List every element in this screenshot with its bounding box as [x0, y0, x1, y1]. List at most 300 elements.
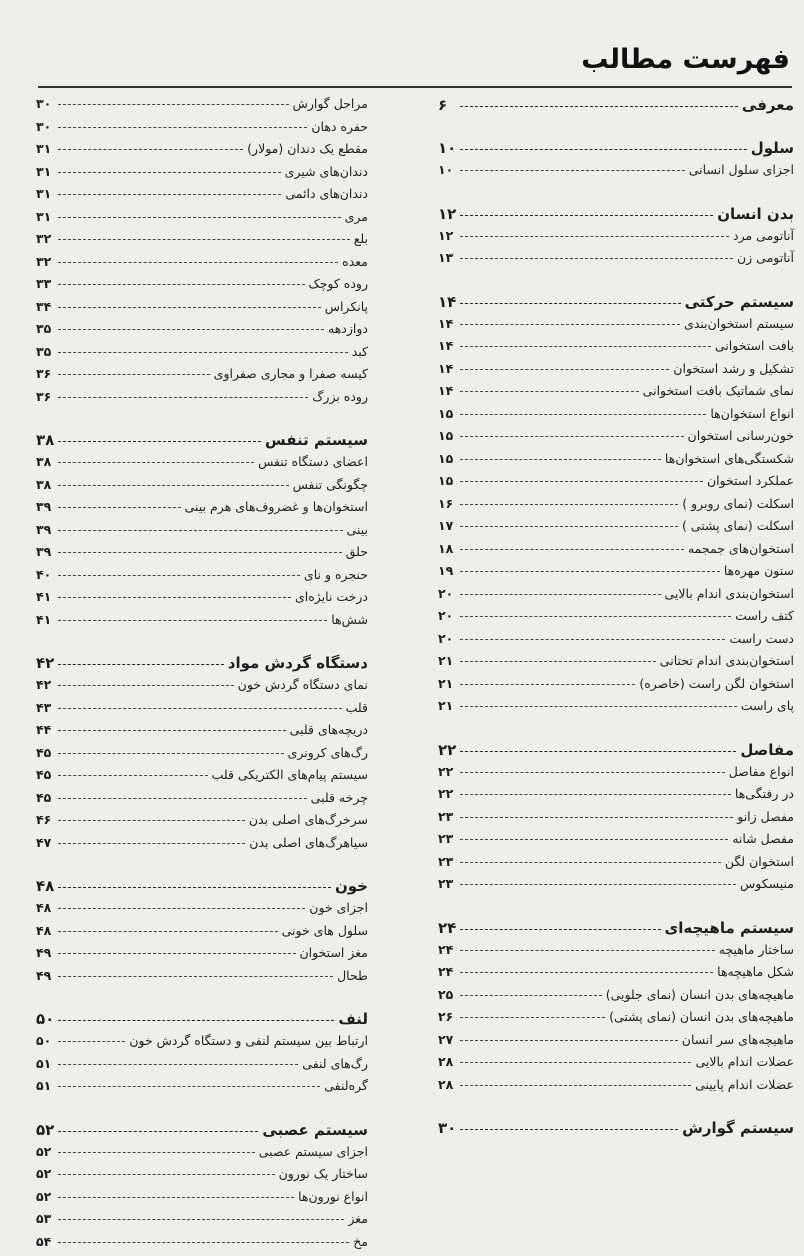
toc-entry[interactable] — [36, 344, 368, 367]
page-number: ۲۵ — [438, 986, 454, 1002]
page-number: ۱۰ — [438, 162, 454, 177]
toc-entry[interactable] — [36, 141, 368, 164]
toc-section — [438, 919, 794, 1100]
toc-entry[interactable] — [438, 406, 794, 429]
dot-leader — [460, 170, 685, 171]
toc-entry-label: استخوان لگن راست (خاصره) — [639, 675, 794, 691]
toc-section — [36, 431, 368, 634]
toc-entry-label: بلع — [353, 231, 368, 246]
toc-entry[interactable] — [36, 477, 368, 500]
page-title: فهرست مطالب — [581, 44, 790, 75]
dot-leader — [58, 1174, 275, 1175]
toc-entry-label: استخوان‌بندی اندام تحتانی — [659, 653, 794, 668]
dot-leader — [58, 1020, 334, 1021]
page-number: ۱۴ — [438, 292, 457, 311]
toc-entry-label: شکل ماهیچه‌ها — [717, 964, 794, 979]
toc-entry[interactable] — [438, 786, 794, 809]
dot-leader — [58, 329, 324, 330]
page-number: ۲۰ — [438, 630, 454, 646]
toc-entry-label: ساختار یک نورون — [278, 1166, 368, 1181]
toc-entry-label: دوازدهه — [328, 321, 368, 336]
toc-entry[interactable] — [36, 567, 368, 590]
page-number: ۵۲ — [36, 1120, 55, 1139]
toc-entry[interactable] — [438, 608, 794, 631]
dot-leader — [58, 575, 300, 576]
dot-leader — [58, 104, 289, 105]
page-number: ۴۲ — [36, 677, 52, 692]
page-number: ۱۲ — [438, 227, 454, 243]
toc-entry[interactable] — [36, 923, 368, 946]
toc-entry[interactable] — [36, 1144, 368, 1167]
toc-entry-label: دریچه‌های قلبی — [289, 722, 368, 737]
toc-entry[interactable] — [36, 321, 368, 344]
dot-leader — [58, 127, 307, 128]
dot-leader — [460, 459, 661, 460]
toc-entry[interactable] — [36, 1033, 368, 1056]
dot-leader — [58, 552, 342, 553]
toc-entry[interactable] — [438, 876, 794, 899]
section-heading-label: سیستم ماهیچه‌ای — [664, 918, 794, 937]
dot-leader — [58, 775, 208, 776]
dot-leader — [58, 239, 350, 240]
page-number: ۱۷ — [438, 518, 454, 533]
dot-leader — [58, 462, 254, 463]
section-heading-label: سیستم عصبی — [262, 1120, 368, 1139]
page-number: ۴۵ — [36, 789, 52, 805]
toc-entry-label: حلق — [345, 544, 368, 559]
dot-leader — [58, 507, 181, 508]
page-number: ۳۸ — [36, 454, 52, 469]
toc-entry[interactable] — [438, 541, 794, 564]
toc-entry[interactable] — [36, 745, 368, 768]
page-number: ۲۸ — [438, 1076, 454, 1092]
page-number: ۲۳ — [438, 831, 454, 846]
page-number: ۵۱ — [36, 1078, 52, 1093]
toc-entry[interactable] — [438, 228, 794, 251]
page-number: ۳۳ — [36, 276, 52, 291]
toc-entry[interactable] — [36, 900, 368, 923]
toc-entry[interactable] — [438, 676, 794, 699]
dot-leader — [460, 817, 733, 818]
toc-entry[interactable] — [36, 1056, 368, 1079]
dot-leader — [58, 708, 342, 709]
dot-leader — [58, 887, 331, 888]
section-heading[interactable] — [36, 654, 368, 677]
dot-leader — [460, 106, 738, 107]
toc-entry[interactable] — [438, 316, 794, 339]
page-number: ۵۲ — [36, 1188, 52, 1204]
toc-entry-label: پای راست — [740, 698, 794, 713]
toc-entry[interactable] — [438, 831, 794, 854]
page-number: ۲۳ — [438, 808, 454, 824]
toc-entry[interactable] — [438, 383, 794, 406]
toc-entry[interactable] — [36, 299, 368, 322]
page-number: ۲۱ — [438, 698, 454, 713]
dot-leader — [58, 149, 243, 150]
toc-entry[interactable] — [438, 854, 794, 877]
page-number: ۴۸ — [36, 900, 52, 915]
dot-leader — [58, 820, 245, 821]
toc-entry[interactable] — [36, 722, 368, 745]
toc-entry-label: ستون مهره‌ها — [723, 563, 794, 578]
page-number: ۳۲ — [36, 253, 52, 269]
toc-entry-label: سیستم استخوان‌بندی — [684, 315, 794, 331]
page-number: ۳۴ — [36, 298, 52, 314]
dot-leader — [460, 862, 721, 863]
page-number: ۲۱ — [438, 653, 454, 668]
section-heading[interactable] — [438, 96, 794, 119]
dot-leader — [58, 1086, 320, 1087]
dot-leader — [460, 504, 678, 505]
dot-leader — [460, 346, 711, 347]
toc-section — [36, 1121, 368, 1256]
page-number: ۳۹ — [36, 499, 52, 514]
toc-entry[interactable] — [438, 250, 794, 273]
dot-leader — [460, 950, 715, 951]
toc-entry[interactable] — [438, 809, 794, 832]
page-number: ۳۰ — [438, 1119, 457, 1137]
dot-leader — [460, 1017, 605, 1018]
dot-leader — [58, 397, 308, 398]
toc-entry[interactable] — [438, 361, 794, 384]
dot-leader — [58, 1041, 125, 1042]
dot-leader — [460, 215, 713, 216]
toc-entry-label: تشکیل و رشد استخوان — [673, 360, 794, 376]
toc-entry[interactable] — [36, 1189, 368, 1212]
toc-entry[interactable] — [36, 389, 368, 412]
page-number: ۳۰ — [36, 118, 52, 134]
toc-entry[interactable] — [36, 522, 368, 545]
section-heading[interactable] — [36, 1121, 368, 1144]
toc-entry-label: روده بزرگ — [312, 388, 368, 404]
toc-entry[interactable] — [438, 1009, 794, 1032]
dot-leader — [58, 620, 327, 621]
toc-entry-label: خون‌رسانی استخوان — [687, 428, 794, 443]
toc-entry[interactable] — [36, 612, 368, 635]
page-number: ۱۵ — [438, 473, 454, 488]
toc-entry-label: منیسکوس — [739, 876, 794, 891]
dot-leader — [460, 929, 660, 930]
toc-entry-label: پانکراس — [324, 298, 368, 314]
toc-entry[interactable] — [438, 631, 794, 654]
toc-entry-label: ماهیچه‌های سر انسان — [681, 1031, 794, 1047]
toc-entry-label: آناتومی زن — [736, 250, 794, 265]
page-number: ۱۵ — [438, 450, 454, 466]
toc-entry-label: دندان‌های دائمی — [285, 186, 368, 201]
page-number: ۱۹ — [438, 563, 454, 578]
dot-leader — [58, 1197, 294, 1198]
page-number: ۲۲ — [438, 763, 454, 779]
toc-section — [438, 1119, 794, 1142]
dot-leader — [460, 639, 725, 640]
page-number: ۲۰ — [438, 585, 454, 601]
dot-leader — [460, 526, 678, 527]
toc-entry[interactable] — [438, 964, 794, 987]
toc-entry[interactable] — [438, 428, 794, 451]
dot-leader — [58, 685, 234, 686]
page-number: ۴۶ — [36, 812, 52, 827]
toc-entry-label: درخت نایژه‌ای — [294, 589, 368, 604]
page-number: ۳۱ — [36, 163, 52, 179]
toc-entry[interactable] — [438, 518, 794, 541]
dot-leader — [460, 661, 656, 662]
toc-entry[interactable] — [438, 1077, 794, 1100]
toc-entry[interactable] — [438, 942, 794, 965]
page-number: ۲۳ — [438, 876, 454, 891]
section-heading-label: لنف — [338, 1010, 368, 1028]
toc-entry-label: مغز — [348, 1211, 368, 1226]
toc-entry-label: عضلات اندام پایینی — [695, 1076, 794, 1092]
dot-leader — [58, 194, 281, 195]
dot-leader — [460, 414, 706, 415]
toc-entry-label: چگونگی تنفس — [292, 476, 368, 492]
dot-leader — [460, 303, 680, 304]
dot-leader — [460, 972, 713, 973]
toc-entry[interactable] — [36, 96, 368, 119]
toc-entry[interactable] — [36, 767, 368, 790]
dot-leader — [460, 436, 684, 437]
toc-entry-label: طحال — [337, 967, 368, 983]
page-number: ۴۹ — [36, 967, 52, 983]
toc-entry[interactable] — [36, 499, 368, 522]
toc-entry[interactable] — [438, 563, 794, 586]
dot-leader — [58, 262, 338, 263]
toc-entry-label: دندان‌های شیری — [284, 163, 368, 179]
toc-entry-label: ارتباط بین سیستم لنفی و دستگاه گردش خون — [129, 1033, 368, 1048]
dot-leader — [58, 1219, 344, 1220]
page-number: ۲۲ — [438, 786, 454, 801]
toc-entry-label: مغز استخوان — [299, 945, 368, 960]
toc-entry-label: اجزای سلول انسانی — [688, 162, 794, 177]
dot-leader — [58, 1152, 255, 1153]
toc-entry-label: سیاهرگ‌های اصلی بدن — [249, 834, 368, 850]
section-heading-label: معرفی — [741, 96, 794, 114]
toc-entry[interactable] — [36, 231, 368, 254]
section-heading[interactable] — [36, 1010, 368, 1033]
toc-entry[interactable] — [36, 454, 368, 477]
page-number: ۳۱ — [36, 208, 52, 224]
section-heading-label: سیستم تنفس — [264, 431, 368, 449]
toc-entry[interactable] — [438, 338, 794, 361]
toc-entry[interactable] — [36, 119, 368, 142]
section-heading[interactable] — [36, 877, 368, 900]
toc-entry-label: ماهیچه‌های بدن انسان (نمای جلویی) — [605, 986, 794, 1002]
toc-entry[interactable] — [36, 1078, 368, 1101]
toc-section — [438, 205, 794, 273]
section-heading[interactable] — [438, 741, 794, 764]
toc-entry[interactable] — [36, 1166, 368, 1189]
dot-leader — [58, 1242, 349, 1243]
toc-entry[interactable] — [36, 276, 368, 299]
toc-entry-label: بینی — [346, 521, 368, 537]
dot-leader — [58, 485, 289, 486]
toc-entry[interactable] — [36, 790, 368, 813]
section-heading[interactable] — [438, 293, 794, 316]
toc-entry-label: اجزای خون — [309, 900, 368, 915]
toc-entry[interactable] — [36, 677, 368, 700]
toc-entry-label: کیسه صفرا و مجاری صفراوی — [213, 366, 368, 381]
section-heading[interactable] — [36, 431, 368, 454]
toc-entry-label: حنجره و نای — [303, 566, 368, 582]
toc-entry[interactable] — [438, 473, 794, 496]
toc-entry[interactable] — [438, 162, 794, 185]
page-number: ۴۳ — [36, 699, 52, 715]
toc-entry[interactable] — [438, 987, 794, 1010]
dot-leader — [460, 751, 736, 752]
page-number: ۲۱ — [438, 675, 454, 691]
page-number: ۴۰ — [36, 566, 52, 582]
dot-leader — [460, 391, 639, 392]
toc-entry-label: گره‌لنفی — [324, 1078, 368, 1093]
page-number: ۵۱ — [36, 1055, 52, 1071]
dot-leader — [460, 706, 737, 707]
page-number: ۴۵ — [36, 744, 52, 760]
page-number: ۳۶ — [36, 388, 52, 404]
toc-entry[interactable] — [36, 1234, 368, 1256]
section-heading-label: بدن انسان — [717, 204, 794, 223]
page-number: ۲۴ — [438, 918, 457, 937]
toc-entry-label: ماهیچه‌های بدن انسان (نمای پشتی) — [609, 1009, 794, 1024]
toc-entry[interactable] — [36, 164, 368, 187]
toc-entry[interactable] — [438, 698, 794, 721]
toc-entry-label: استخوان‌های جمجمه — [687, 540, 794, 556]
page-number: ۱۵ — [438, 405, 454, 421]
section-heading[interactable] — [438, 139, 794, 162]
toc-entry[interactable] — [36, 209, 368, 232]
dot-leader — [460, 549, 684, 550]
toc-entry[interactable] — [36, 254, 368, 277]
page-number: ۶ — [438, 96, 448, 114]
toc-entry[interactable] — [36, 968, 368, 991]
toc-entry[interactable] — [36, 1211, 368, 1234]
toc-entry-label: سلول های خونی — [281, 922, 368, 938]
toc-entry-label: اسکلت (نمای پشتی ) — [681, 518, 794, 533]
page-number: ۲۸ — [438, 1054, 454, 1069]
toc-entry-label: استخوان‌بندی اندام بالایی — [664, 585, 794, 601]
page-number: ۴۸ — [36, 877, 55, 895]
toc-entry[interactable] — [36, 835, 368, 858]
toc-section — [36, 1010, 368, 1101]
toc-entry-label: رگ‌های کرونری — [287, 744, 368, 760]
toc-right-column — [438, 96, 794, 1162]
dot-leader — [460, 369, 669, 370]
toc-entry-label: معده — [342, 253, 368, 269]
toc-entry-label: مراحل گوارش — [292, 96, 368, 111]
page-number: ۲۴ — [438, 941, 454, 957]
section-heading[interactable] — [438, 919, 794, 942]
toc-entry[interactable] — [36, 589, 368, 612]
toc-entry-label: انواع استخوان‌ها — [710, 405, 794, 421]
toc-entry-label: سرخرگ‌های اصلی بدن — [248, 812, 368, 827]
toc-entry-label: مری — [344, 208, 368, 224]
page-number: ۲۰ — [438, 608, 454, 623]
dot-leader — [58, 172, 281, 173]
dot-leader — [460, 995, 602, 996]
section-heading-label: مفاصل — [740, 740, 794, 759]
page-number: ۱۴ — [438, 360, 454, 376]
dot-leader — [58, 1064, 298, 1065]
section-heading-label: سیستم گوارش — [682, 1119, 794, 1137]
toc-section — [438, 96, 794, 119]
toc-entry[interactable] — [36, 812, 368, 835]
toc-entry[interactable] — [438, 764, 794, 787]
toc-entry[interactable] — [36, 186, 368, 209]
toc-entry-label: اسکلت (نمای روبرو ) — [682, 495, 794, 511]
toc-entry-label: اجزای سیستم عصبی — [258, 1143, 368, 1159]
page-number: ۱۴ — [438, 383, 454, 398]
page-number: ۳۱ — [36, 186, 52, 201]
toc-entry-label: نمای شماتیک بافت استخوانی — [642, 383, 794, 398]
toc-entry-label: مفصل شانه — [732, 831, 794, 846]
toc-section — [438, 741, 794, 899]
page-number: ۲۳ — [438, 853, 454, 869]
page-number: ۲۶ — [438, 1009, 454, 1024]
dot-leader — [460, 236, 729, 237]
page-number: ۴۲ — [36, 654, 55, 672]
dot-leader — [58, 284, 305, 285]
dot-leader — [460, 149, 746, 150]
toc-entry[interactable] — [438, 1054, 794, 1077]
toc-entry-label: کبد — [351, 343, 368, 359]
toc-entry[interactable] — [438, 451, 794, 474]
section-heading-label: دستگاه گردش مواد — [227, 654, 368, 672]
toc-section — [36, 96, 368, 411]
page-number: ۴۱ — [36, 611, 52, 627]
dot-leader — [58, 843, 245, 844]
toc-entry[interactable] — [36, 945, 368, 968]
toc-entry-label: در رفتگی‌ها — [734, 786, 794, 801]
dot-leader — [460, 772, 725, 773]
page-number: ۵۲ — [36, 1166, 52, 1181]
section-heading[interactable] — [438, 1119, 794, 1142]
page-number: ۵۰ — [36, 1010, 55, 1028]
toc-entry-label: حفره دهان — [311, 118, 368, 134]
dot-leader — [58, 953, 296, 954]
dot-leader — [460, 839, 728, 840]
page-number: ۳۶ — [36, 366, 52, 381]
toc-entry[interactable] — [36, 700, 368, 723]
toc-entry-label: مفصل زانو — [737, 808, 794, 824]
toc-entry-label: انواع مفاصل — [728, 763, 794, 779]
dot-leader — [460, 571, 720, 572]
section-heading[interactable] — [438, 205, 794, 228]
page-number: ۳۹ — [36, 521, 52, 537]
page-number: ۴۵ — [36, 767, 52, 782]
page-number: ۱۶ — [438, 495, 454, 511]
dot-leader — [460, 1040, 678, 1041]
toc-entry-label: انواع نورون‌ها — [298, 1188, 368, 1204]
page-number: ۳۵ — [36, 343, 52, 359]
toc-entry[interactable] — [438, 496, 794, 519]
section-heading-label: سلول — [750, 139, 794, 157]
page-number: ۵۲ — [36, 1143, 52, 1159]
dot-leader — [58, 798, 307, 799]
page-number: ۱۵ — [438, 428, 454, 443]
toc-entry-label: عملکرد استخوان — [706, 473, 794, 488]
toc-entry-label: استخوان لگن — [724, 853, 794, 869]
toc-entry[interactable] — [36, 366, 368, 389]
toc-entry[interactable] — [438, 653, 794, 676]
toc-entry[interactable] — [36, 544, 368, 567]
dot-leader — [58, 352, 348, 353]
toc-entry[interactable] — [438, 586, 794, 609]
dot-leader — [460, 594, 661, 595]
dot-leader — [58, 976, 333, 977]
dot-leader — [58, 753, 284, 754]
toc-section — [36, 877, 368, 990]
page-number: ۵۳ — [36, 1211, 52, 1226]
toc-entry[interactable] — [438, 1032, 794, 1055]
